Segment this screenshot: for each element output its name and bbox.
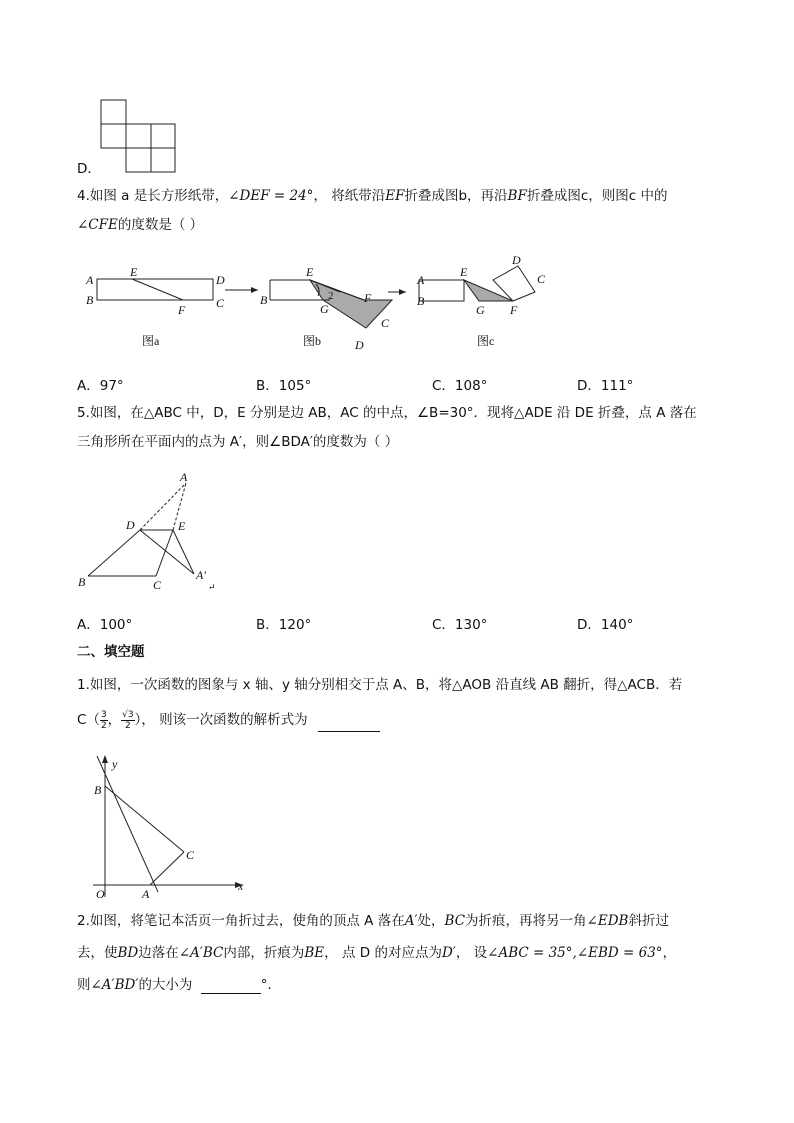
svg-text:C: C <box>186 848 195 862</box>
option-d-net-figure <box>98 98 178 174</box>
q5-option-c[interactable]: C．130° <box>432 617 488 633</box>
f2-answer-blank[interactable] <box>201 979 261 994</box>
svg-text:A: A <box>142 887 150 901</box>
caption-a: 图a <box>142 334 160 348</box>
svg-text:E: E <box>178 519 186 533</box>
caption-c: 图c <box>477 334 495 348</box>
svg-text:A: A <box>180 470 188 484</box>
q4-folding-figures <box>80 252 580 356</box>
fraction-3-2: $\frac{3}{2}$ <box>100 709 107 731</box>
svg-text:E: E <box>130 265 138 279</box>
svg-text:F: F <box>364 291 372 305</box>
q4-stem-line2: ∠CFE的度数是（ ） <box>77 217 204 233</box>
svg-text:D: D <box>355 338 364 352</box>
svg-text:O: O <box>96 887 105 901</box>
section-heading: 二、填空题 <box>77 644 145 660</box>
svg-text:G: G <box>320 302 329 316</box>
svg-text:C: C <box>216 296 225 310</box>
svg-text:B: B <box>417 294 425 308</box>
svg-text:C: C <box>153 578 162 592</box>
q5-triangle-figure <box>76 470 226 595</box>
svg-text:D: D <box>216 273 225 287</box>
f2-stem-line3: 则∠A′BD′的大小为 °． <box>77 977 281 993</box>
prev-option-d-label: D． <box>77 161 101 177</box>
svg-text:2: 2 <box>328 290 334 302</box>
f1-answer-blank[interactable] <box>318 717 380 732</box>
caption-b: 图b <box>303 334 322 348</box>
svg-text:D: D <box>512 253 521 267</box>
svg-text:x: x <box>238 879 244 893</box>
fraction-sqrt3-2: $\frac{√3}{2}$ <box>122 709 134 731</box>
q5-option-b[interactable]: B．120° <box>256 617 312 633</box>
svg-text:B: B <box>78 575 86 589</box>
q4-option-d[interactable]: D．111° <box>577 378 634 394</box>
q5-stem-line2: 三角形所在平面内的点为 A′，则∠BDA′的度数为（ ） <box>77 434 399 450</box>
q5-option-d[interactable]: D．140° <box>577 617 634 633</box>
svg-text:A: A <box>417 273 425 287</box>
f1-stem-line2: C（ $\frac{3}{2}$ ， $\frac{√3}{2}$ ）， 则该一次函数的解析式为 <box>77 708 380 732</box>
svg-text:C: C <box>537 272 546 286</box>
q5-option-a[interactable]: A．100° <box>77 617 133 633</box>
q4-option-c[interactable]: C．108° <box>432 378 488 394</box>
f1-coordinate-figure <box>88 752 253 902</box>
svg-text:↵: ↵ <box>208 582 216 592</box>
q4-stem-line1: 4.如图 a 是长方形纸带，∠DEF = 24°， 将纸带沿EF折叠成图b，再沿BF折叠成图c，则图c 中的 <box>77 188 668 204</box>
svg-text:A′: A′ <box>196 568 206 582</box>
q5-stem-line1: 5.如图，在△ABC 中，D，E 分别是边 AB，AC 的中点，∠B=30°．现将△ADE 沿 DE 折叠，点 A 落在 <box>77 405 697 421</box>
svg-text:D: D <box>126 518 135 532</box>
svg-text:F: F <box>178 303 186 317</box>
svg-text:B: B <box>86 293 94 307</box>
svg-text:y: y <box>112 757 118 771</box>
svg-text:E: E <box>306 265 314 279</box>
f2-stem-line1: 2.如图，将笔记本活页一角折过去，使角的顶点 A 落在A′处，BC为折痕，再将另一角∠EDB斜折过 <box>77 913 669 929</box>
f1-stem-line1: 1.如图，一次函数的图象与 x 轴、y 轴分别相交于点 A、B，将△AOB 沿直线 AB 翻折，得△ACB．若 <box>77 677 683 693</box>
q4-option-b[interactable]: B．105° <box>256 378 312 394</box>
svg-text:C: C <box>381 316 390 330</box>
svg-text:B: B <box>260 293 268 307</box>
strip-a <box>97 279 213 300</box>
q4-option-a[interactable]: A．97° <box>77 378 124 394</box>
svg-text:F: F <box>510 303 518 317</box>
svg-text:G: G <box>476 303 485 317</box>
svg-text:A: A <box>86 273 94 287</box>
svg-text:E: E <box>460 265 468 279</box>
svg-text:B: B <box>94 783 102 797</box>
f2-stem-line2: 去，使BD边落在∠A′BC内部，折痕为BE， 点 D 的对应点为D′， 设∠ABC = 35°,∠EBD = 63°， <box>77 945 677 961</box>
